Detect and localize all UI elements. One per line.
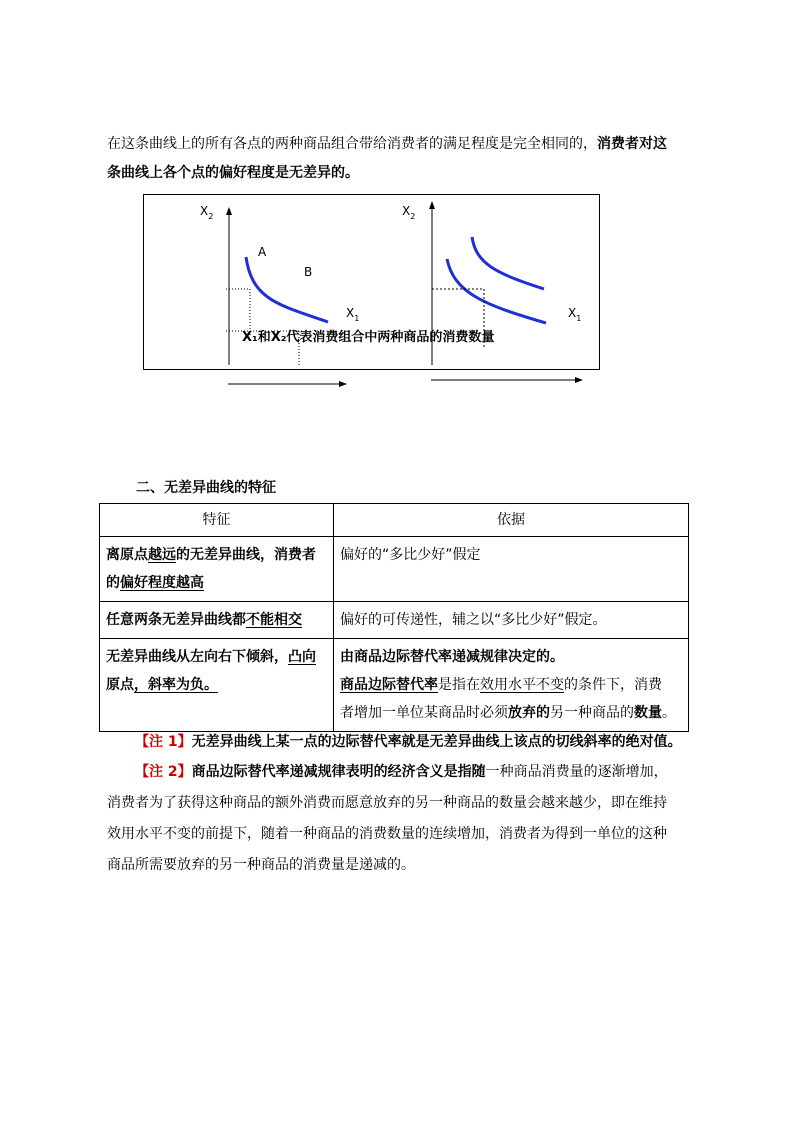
left-indifference-curve (246, 257, 328, 322)
note-1 (135, 728, 682, 756)
left-y-label: $X_2$ (200, 204, 214, 221)
bottom-arrows (0, 370, 794, 390)
intro-line-1 (107, 130, 667, 158)
table-header-row (100, 504, 689, 537)
intro-text: 在这条曲线上的所有各点的两种商品组合带给消费者的满足程度是完全相同的， (107, 136, 597, 152)
arrow-right-head (575, 377, 583, 383)
basis-cell: 由商品边际替代率递减规律决定的。 商品边际替代率是指在效用水平不变的条件下，消费 者增加一单位某商品时必须放弃的另一种商品的数量。 (334, 639, 689, 732)
feature-cell: 无差异曲线从左向右下倾斜，凸向 原点，斜率为负。 (100, 639, 334, 732)
table-row (100, 537, 689, 602)
figure-caption: X₁和X₂代表消费组合中两种商品的消费数量 (242, 330, 495, 345)
header-basis: 依据 (334, 504, 689, 537)
indifference-curve-figure (143, 194, 600, 370)
note-2-line-1 (135, 758, 668, 786)
left-y-arrow (226, 207, 232, 215)
table-row (100, 602, 689, 639)
note-1-tag: 【注 1】 (135, 734, 192, 750)
note-2-line-4: 商品所需要放弃的另一种商品的消费量是递减的。 (107, 857, 415, 873)
left-x-label: $X_1$ (346, 306, 360, 323)
note-2-text: 一种商品消费量的逐渐增加， (485, 764, 668, 780)
note-2-tag: 【注 2】 (135, 764, 192, 780)
basis-cell: 偏好的“多比少好”假定 (334, 537, 689, 602)
basis-cell: 偏好的可传递性，辅之以“多比少好”假定。 (334, 602, 689, 639)
features-table (99, 503, 689, 732)
right-curve-high (472, 237, 544, 289)
arrow-left-head (339, 381, 347, 387)
note-2-emphasis: 商品边际替代率递减规律表明的经济含义是指随 (191, 764, 486, 780)
note-2-line-3: 效用水平不变的前提下，随着一种商品的消费数量的连续增加，消费者为得到一单位的这种 (107, 826, 667, 842)
right-y-label: $X_2$ (402, 204, 416, 221)
feature-cell: 离原点越远的无差异曲线，消费者 的偏好程度越高 (100, 537, 334, 602)
point-a-label: A (258, 245, 267, 259)
header-feature: 特征 (100, 504, 334, 537)
right-y-arrow (429, 201, 435, 209)
right-x-label: $X_1$ (568, 306, 582, 323)
feature-cell: 任意两条无差异曲线都不能相交 (100, 602, 334, 639)
section-heading: 二、无差异曲线的特征 (136, 480, 276, 496)
note-1-text: 无差异曲线上某一点的边际替代率就是无差异曲线上该点的切线斜率的绝对值。 (191, 734, 682, 750)
figure-svg (144, 195, 601, 371)
intro-line-2: 条曲线上各个点的偏好程度是无差异的。 (107, 165, 359, 181)
table-row (100, 639, 689, 732)
note-2-line-2: 消费者为了获得这种商品的额外消费而愿意放弃的另一种商品的数量会越来越少，即在维持 (107, 795, 667, 811)
point-b-label: B (304, 265, 313, 279)
intro-emphasis: 消费者对这 (597, 136, 667, 152)
